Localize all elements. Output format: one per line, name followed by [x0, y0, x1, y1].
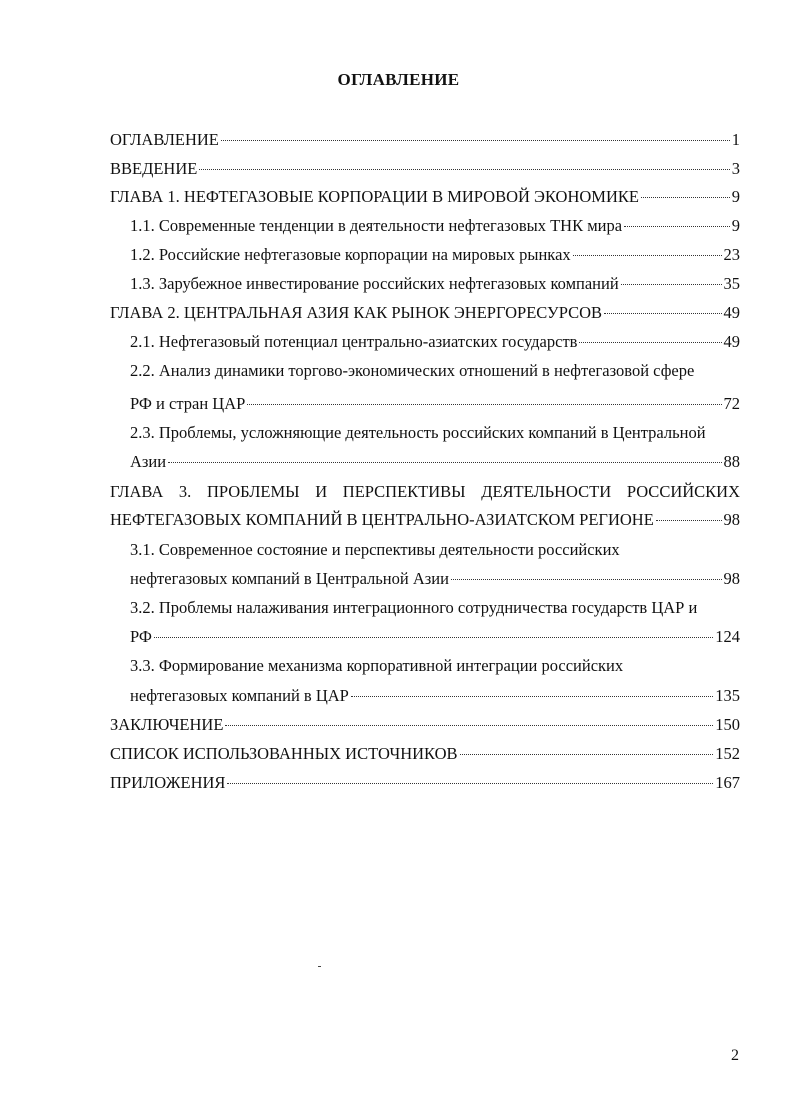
toc-entry-title-line2: НЕФТЕГАЗОВЫХ КОМПАНИЙ В ЦЕНТРАЛЬНО-АЗИАТСКОМ РЕГИОНЕ: [110, 510, 654, 529]
toc-entry-page: 167: [715, 773, 740, 792]
scan-speck: [318, 966, 321, 967]
toc-entry-page: 135: [715, 686, 740, 705]
toc-entry[interactable]: [110, 302, 740, 324]
toc-entry-page: 49: [723, 332, 740, 351]
toc-entry-page: 3: [731, 159, 740, 178]
dot-leader: [641, 196, 730, 198]
toc-entry-title-line2: нефтегазовых компаний в ЦАР: [130, 686, 349, 705]
toc-entry-page: 88: [723, 452, 740, 471]
dot-leader: [451, 578, 722, 580]
toc-entry-title: 2.1. Нефтегазовый потенциал центрально-азиатских государств: [130, 332, 578, 351]
toc-entry-title-line2: РФ и стран ЦАР: [130, 394, 246, 413]
dot-leader: [168, 461, 721, 463]
toc-entry-title-line1[interactable]: 2.2. Анализ динамики торгово-экономических отношений в нефтегазовой сфере: [130, 361, 695, 380]
toc-entry-title-line1[interactable]: 2.3. Проблемы, усложняющие деятельность российских компаний в Центральной: [130, 423, 706, 442]
toc-entry-page: 150: [715, 715, 740, 734]
toc-entry[interactable]: [130, 331, 740, 353]
toc-entry[interactable]: [130, 244, 740, 266]
dot-leader: [247, 403, 721, 405]
toc-entry-page: 124: [715, 627, 740, 646]
dot-leader: [227, 782, 713, 784]
dot-leader: [624, 225, 730, 227]
toc-entry[interactable]: [110, 129, 740, 151]
toc-entry-page: 98: [723, 569, 740, 588]
toc-entry-title-line1[interactable]: 3.3. Формирование механизма корпоративной интеграции российских: [130, 656, 624, 675]
toc-entry[interactable]: [110, 158, 740, 180]
toc-entry-page: 23: [723, 245, 740, 264]
dot-leader: [225, 724, 713, 726]
page-title: ОГЛАВЛЕНИЕ: [337, 70, 460, 89]
toc-entry-title: ПРИЛОЖЕНИЯ: [110, 773, 226, 792]
toc-entry[interactable]: [110, 186, 740, 208]
toc-entry-title: 1.3. Зарубежное инвестирование российских нефтегазовых компаний: [130, 274, 619, 293]
toc-entry[interactable]: [110, 743, 740, 765]
dot-leader: [154, 636, 713, 638]
toc-entry[interactable]: [110, 509, 740, 531]
toc-entry-page: 35: [723, 274, 740, 293]
dot-leader: [573, 254, 722, 256]
toc-entry-title-line1[interactable]: 3.1. Современное состояние и перспективы деятельности российских: [130, 540, 620, 559]
dot-leader: [621, 283, 722, 285]
page-number: 2: [731, 1047, 739, 1064]
dot-leader: [199, 168, 729, 170]
toc-entry[interactable]: [130, 215, 740, 237]
toc-entry-title: ЗАКЛЮЧЕНИЕ: [110, 715, 224, 734]
toc-entry-title: СПИСОК ИСПОЛЬЗОВАННЫХ ИСТОЧНИКОВ: [110, 744, 458, 763]
toc-entry-page: 72: [723, 394, 740, 413]
toc-entry[interactable]: [130, 685, 740, 707]
toc-entry[interactable]: [110, 772, 740, 794]
toc-entry[interactable]: [130, 568, 740, 590]
dot-leader: [579, 341, 721, 343]
toc-entry-title-line1[interactable]: ГЛАВА 3. ПРОБЛЕМЫ И ПЕРСПЕКТИВЫ ДЕЯТЕЛЬНОСТИ РОССИЙСКИХ: [110, 482, 740, 501]
dot-leader: [460, 753, 714, 755]
dot-leader: [221, 139, 730, 141]
toc-entry-title: ГЛАВА 2. ЦЕНТРАЛЬНАЯ АЗИЯ КАК РЫНОК ЭНЕРГОРЕСУРСОВ: [110, 303, 603, 322]
toc-entry-title-line1[interactable]: 3.2. Проблемы налаживания интеграционного сотрудничества государств ЦАР и: [130, 598, 698, 617]
toc-entry[interactable]: [130, 451, 740, 473]
toc-entry-title: 1.1. Современные тенденции в деятельности нефтегазовых ТНК мира: [130, 216, 623, 235]
toc-entry[interactable]: [130, 393, 740, 415]
toc-entry-page: 9: [731, 216, 740, 235]
toc-entry-title-line2: Азии: [130, 452, 167, 471]
dot-leader: [604, 312, 721, 314]
toc-entry-page: 9: [731, 187, 740, 206]
toc-entry-title: ОГЛАВЛЕНИЕ: [110, 130, 219, 149]
toc-entry[interactable]: [130, 273, 740, 295]
toc-entry-page: 98: [723, 510, 740, 529]
toc-entry-page: 1: [731, 130, 740, 149]
toc-entry-title: ГЛАВА 1. НЕФТЕГАЗОВЫЕ КОРПОРАЦИИ В МИРОВОЙ ЭКОНОМИКЕ: [110, 187, 639, 206]
toc-entry-title-line2: нефтегазовых компаний в Центральной Азии: [130, 569, 449, 588]
toc-entry[interactable]: [110, 714, 740, 736]
toc-entry-page: 49: [723, 303, 740, 322]
toc-entry[interactable]: [130, 626, 740, 648]
toc-entry-title: ВВЕДЕНИЕ: [110, 159, 198, 178]
dot-leader: [351, 695, 713, 697]
toc-entry-title: 1.2. Российские нефтегазовые корпорации на мировых рынках: [130, 245, 571, 264]
dot-leader: [656, 519, 722, 521]
toc-entry-page: 152: [715, 744, 740, 763]
toc-entry-title-line2: РФ: [130, 627, 152, 646]
